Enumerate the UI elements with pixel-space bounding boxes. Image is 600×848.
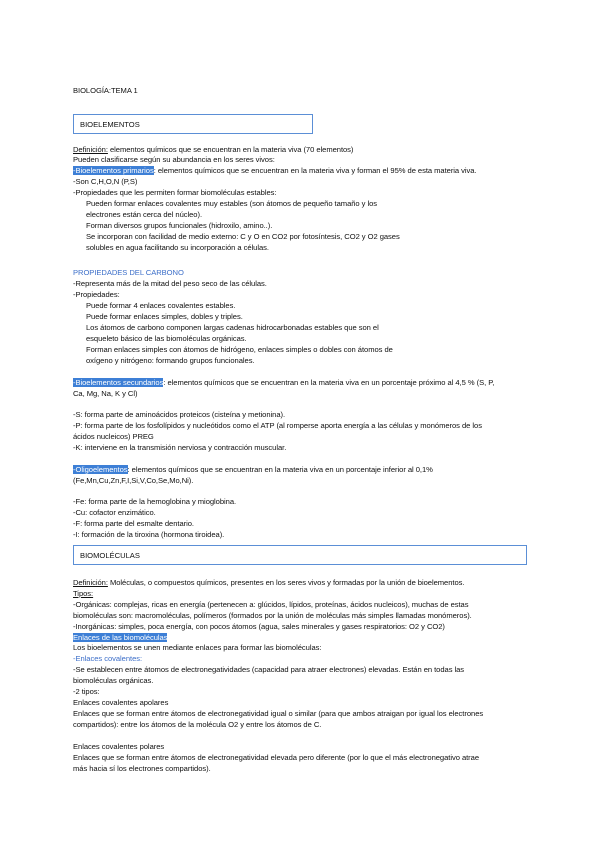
definition-text: elementos químicos que se encuentran en la materia viva (70 elementos): [107, 145, 354, 154]
highlight-label: Enlaces de las biomoléculas: [73, 633, 168, 642]
enlaces-line: [73, 633, 167, 643]
text-line: -Fe: forma parte de la hemoglobina y mioglobina.: [73, 497, 237, 506]
text-line: Ca, Mg, Na, K y Cl): [73, 389, 138, 398]
text-line: -K: interviene en la transmisión nerviosa y contracción muscular.: [73, 443, 287, 452]
text-line: Enlaces que se forman entre átomos de electronegatividad elevada pero diferente (por lo que el más electronegativo atrae: [73, 753, 480, 762]
text: : elementos químicos que se encuentran en la materia viva en un porcentaje inferior al 0,1%: [127, 465, 433, 474]
highlight-label: -Oligoelementos: [73, 465, 128, 474]
text-line: -2 tipos:: [73, 687, 100, 696]
text-line: Enlaces que se forman entre átomos de electronegatividad igual o similar (para que ambos atraigan por igual los electrones: [73, 709, 484, 718]
subsection-title: PROPIEDADES DEL CARBONO: [73, 268, 184, 277]
text-line: electrones están cerca del núcleo).: [86, 210, 203, 219]
highlight-label: -Bioelementos secundarios: [73, 378, 164, 387]
section-title: BIOMOLÉCULAS: [80, 551, 140, 560]
text-line: compartidos): entre los átomos de la molécula O2 y entre los átomos de C.: [73, 720, 322, 729]
text-line: (Fe,Mn,Cu,Zn,F,I,Si,V,Co,Se,Mo,Ni).: [73, 476, 194, 485]
section-title: BIOELEMENTOS: [80, 120, 140, 129]
text-line: -Cu: cofactor enzimático.: [73, 508, 156, 517]
text-line: -S: forma parte de aminoácidos proteicos (cisteína y metionina).: [73, 410, 286, 419]
definition-line: [73, 145, 353, 155]
highlight-label: -Bioelementos primarios: [73, 166, 154, 175]
document-title: BIOLOGÍA:TEMA 1: [73, 86, 138, 95]
text-line: -Representa más de la mitad del peso seco de las células.: [73, 279, 267, 288]
section-box-biomoleculas: [73, 545, 527, 565]
oligo-line: [73, 465, 433, 475]
text: : elementos químicos que se encuentran en la materia viva en un porcentaje próximo al 4,5 % (S, P,: [163, 378, 495, 387]
tipos-label: Tipos:: [73, 589, 94, 598]
text-line: Pueden clasificarse según su abundancia en los seres vivos:: [73, 155, 275, 164]
text-line: -Propiedades que les permiten formar biomoléculas estables:: [73, 188, 277, 197]
text-line: -P: forma parte de los fosfolípidos y nucleótidos como el ATP (al romperse aporta energía a las células y monómeros de los: [73, 421, 482, 430]
text-line: oxígeno y nitrógeno: formando grupos funcionales.: [86, 356, 255, 365]
definition-text: Moléculas, o compuestos químicos, presentes en los seres vivos y formadas por la unión de bioelementos.: [107, 578, 465, 587]
text-line: Puede formar enlaces simples, dobles y triples.: [86, 312, 243, 321]
text-line: Forman diversos grupos funcionales (hidroxilo, amino..).: [86, 221, 273, 230]
text-line: -Son C,H,O,N (P,S): [73, 177, 138, 186]
text-line: Puede formar 4 enlaces covalentes estables.: [86, 301, 236, 310]
text-line: -F: forma parte del esmalte dentario.: [73, 519, 194, 528]
text-line: -Se establecen entre átomos de electronegatividades (capacidad para atraer electrones) elevadas. Están en todas las: [73, 665, 465, 674]
definition-label: Definición:: [73, 145, 108, 154]
text-line: ácidos nucleicos) PREG: [73, 432, 154, 441]
text-line: biomoléculas son: macromoléculas, polímeros (formados por la unión de moléculas más simples llamadas monómeros).: [73, 611, 472, 620]
text-line: Los bioelementos se unen mediante enlaces para formar las biomoléculas:: [73, 643, 322, 652]
text-line: -Orgánicas: complejas, ricas en energía (pertenecen a: glúcidos, lípidos, proteínas, ácidos nucleicos), muchas de estas: [73, 600, 469, 609]
definition-line: [73, 578, 464, 588]
covalentes-label: -Enlaces covalentes:: [73, 654, 143, 663]
text-line: Pueden formar enlaces covalentes muy estables (son átomos de pequeño tamaño y los: [86, 199, 378, 208]
apolar-title: Enlaces covalentes apolares: [73, 698, 169, 707]
text-line: solubles en agua facilitando su incorporación a células.: [86, 243, 269, 252]
section-box-bioelementos: [73, 114, 313, 134]
text-line: -Inorgánicas: simples, poca energía, con pocos átomos (agua, sales minerales y gases respiratorios: O2 y CO2): [73, 622, 445, 631]
text-line: Se incorporan con facilidad de medio externo: C y O en CO2 por fotosíntesis, CO2 y O2 gases: [86, 232, 400, 241]
text-line: biomoléculas orgánicas.: [73, 676, 154, 685]
text-line: Los átomos de carbono componen largas cadenas hidrocarbonadas estables que son el: [86, 323, 379, 332]
text-line: -Propiedades:: [73, 290, 120, 299]
text-line: esqueleto básico de las biomoléculas orgánicas.: [86, 334, 247, 343]
definition-label: Definición:: [73, 578, 108, 587]
text-line: -I: formación de la tiroxina (hormona tiroidea).: [73, 530, 225, 539]
text: : elementos químicos que se encuentran en la materia viva y forman el 95% de esta materia viva.: [153, 166, 477, 175]
polar-title: Enlaces covalentes polares: [73, 742, 165, 751]
secundarios-line: [73, 378, 494, 388]
text-line: más hacia sí los electrones compartidos).: [73, 764, 211, 773]
primarios-line: [73, 166, 477, 176]
text-line: Forman enlaces simples con átomos de hidrógeno, enlaces simples o dobles con átomos de: [86, 345, 393, 354]
